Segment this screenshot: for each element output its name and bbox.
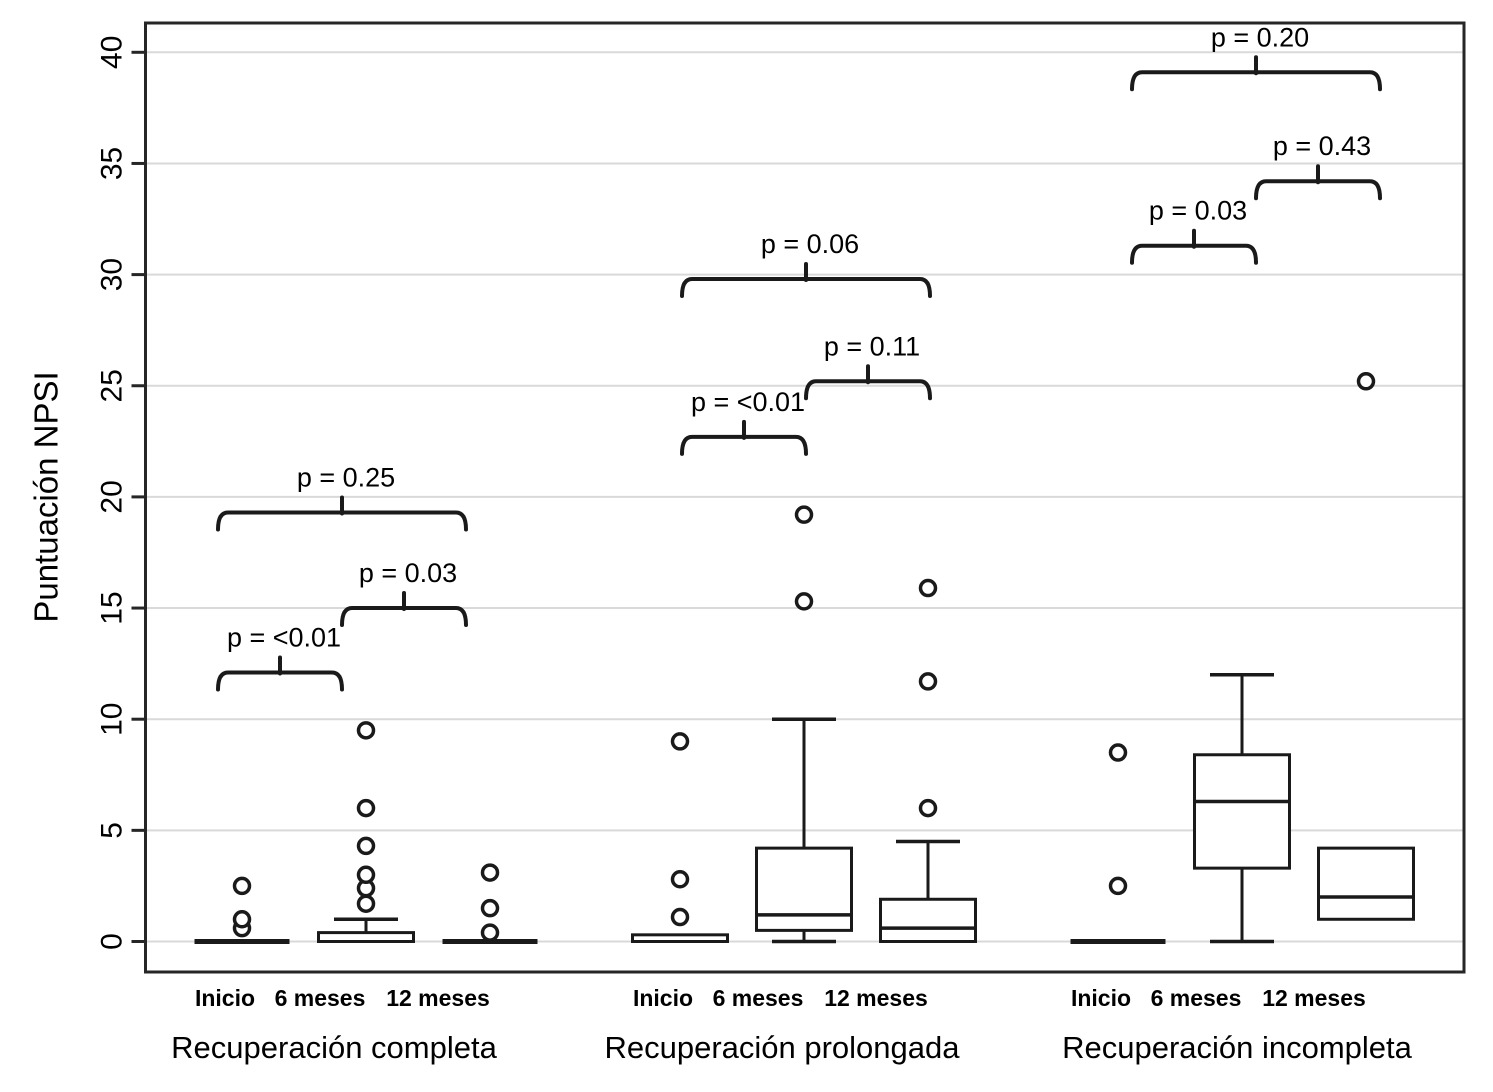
outlier-point [673, 872, 688, 887]
boxplot-box [881, 899, 976, 941]
y-tick-label: 30 [95, 257, 129, 292]
p-value-label: p = 0.03 [358, 558, 458, 589]
outlier-point [1111, 878, 1126, 893]
outlier-point [359, 896, 374, 911]
x-tick-label: 12 meses [386, 985, 490, 1011]
p-value-label: p = 0.11 [823, 331, 921, 362]
x-tick-label: 6 meses [1150, 985, 1242, 1011]
outlier-point [673, 910, 688, 925]
outlier-point [235, 878, 250, 893]
x-tick-label: Inicio [194, 985, 256, 1011]
outlier-point [483, 901, 498, 916]
outlier-point [235, 912, 250, 927]
p-value-label: p = 0.43 [1272, 131, 1372, 162]
boxplot-box [757, 848, 852, 930]
y-tick-label: 35 [95, 146, 129, 181]
boxplot-box [1319, 848, 1414, 919]
y-axis-title: Puntuación NPSI [27, 371, 65, 623]
p-value-label: p = <0.01 [690, 386, 806, 417]
outlier-point [483, 865, 498, 880]
outlier-point [483, 925, 498, 940]
x-tick-label: 6 meses [274, 985, 366, 1011]
outlier-point [921, 801, 936, 816]
outlier-point [359, 801, 374, 816]
x-tick-label: Inicio [1070, 985, 1132, 1011]
y-tick-label: 20 [95, 480, 129, 514]
group-label: Recuperación prolongada [604, 1030, 960, 1065]
x-tick-label: Inicio [632, 985, 694, 1011]
y-tick-label: 25 [95, 369, 129, 403]
outlier-point [673, 734, 688, 749]
y-tick-label: 10 [95, 702, 129, 736]
y-tick-label: 5 [95, 822, 129, 839]
group-label: Recuperación completa [171, 1030, 497, 1065]
outlier-point [1111, 745, 1126, 760]
p-value-label: p = 0.03 [1148, 195, 1248, 226]
p-value-label: p = 0.20 [1210, 22, 1310, 53]
outlier-point [921, 581, 936, 596]
boxplot-box [319, 933, 414, 942]
p-value-label: p = 0.25 [296, 462, 396, 493]
outlier-point [359, 867, 374, 882]
outlier-point [797, 594, 812, 609]
y-tick-label: 40 [95, 35, 129, 69]
p-value-label: p = 0.06 [760, 229, 860, 260]
x-tick-label: 12 meses [1262, 985, 1366, 1011]
boxplot-box [1195, 755, 1290, 868]
group-label: Recuperación incompleta [1062, 1030, 1412, 1065]
y-tick-label: 15 [95, 591, 129, 625]
x-tick-label: 12 meses [824, 985, 928, 1011]
p-value-label: p = <0.01 [226, 622, 342, 653]
x-tick-label: 6 meses [712, 985, 804, 1011]
outlier-point [921, 674, 936, 689]
outlier-point [797, 507, 812, 522]
y-tick-label: 0 [95, 933, 129, 950]
outlier-point [359, 723, 374, 738]
outlier-point [1359, 374, 1374, 389]
outlier-point [359, 838, 374, 853]
boxplot-box [633, 935, 728, 942]
